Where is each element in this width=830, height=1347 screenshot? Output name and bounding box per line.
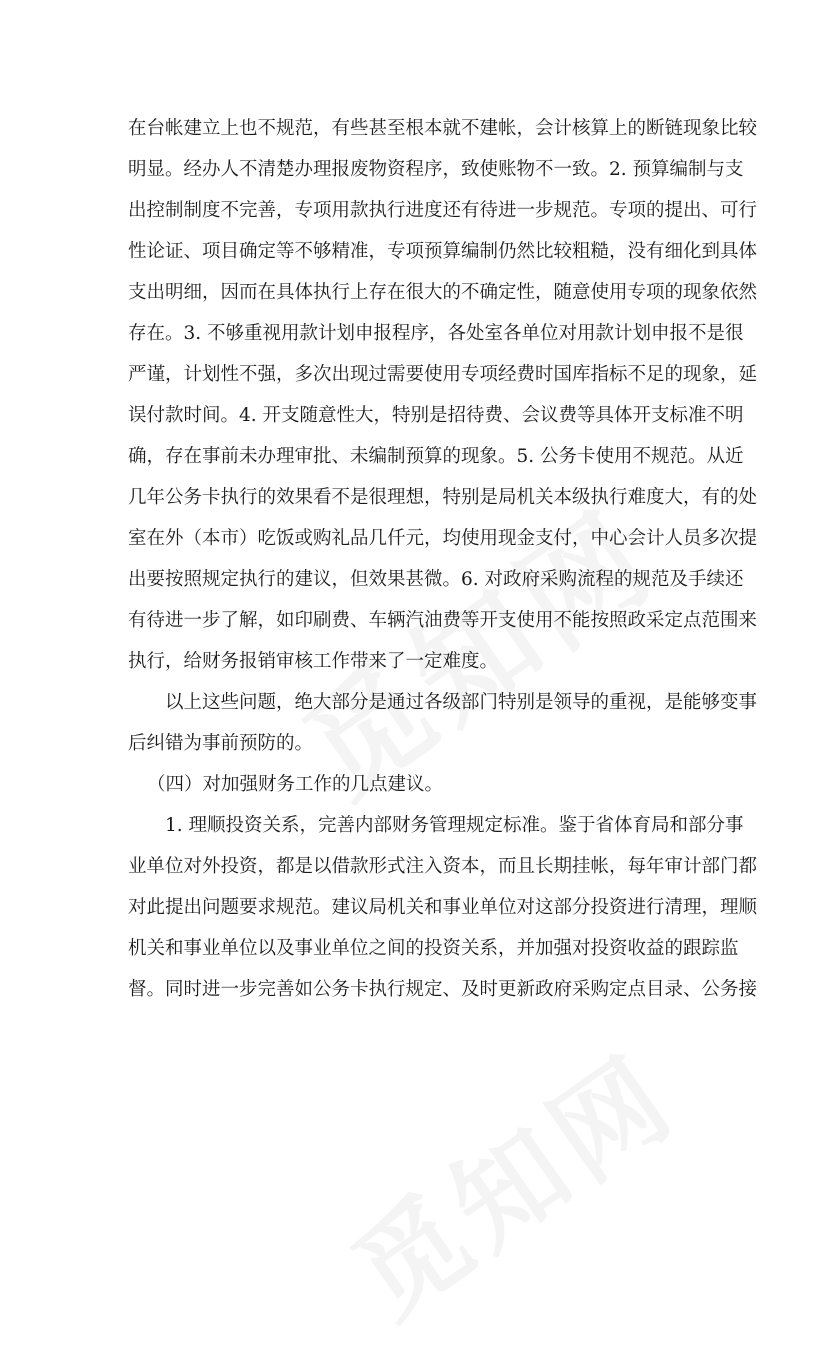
paragraph-line: 室在外（本市）吃饭或购礼品几仟元，均使用现金支付，中心会计人员多次提 [128, 528, 758, 549]
paragraph-line: 对此提出问题要求规范。建议局机关和事业单位对这部分投资进行清理，理顺 [128, 897, 758, 918]
paragraph-line: 存在。3. 不够重视用款计划申报程序，各处室各单位对用款计划申报不是很 [128, 323, 744, 344]
paragraph-line: 明显。经办人不清楚办理报废物资程序，致使账物不一致。2. 预算编制与支 [128, 159, 744, 180]
paragraph-line: 几年公务卡执行的效果看不是很理想，特别是局机关本级执行难度大，有的处 [128, 487, 758, 508]
section-heading: （四）对加强财务工作的几点建议。 [147, 774, 444, 795]
paragraph-line: 执行，给财务报销审核工作带来了一定难度。 [128, 651, 499, 672]
paragraph-line: 1. 理顺投资关系，完善内部财务管理规定标准。鉴于省体育局和部分事 [165, 815, 744, 836]
paragraph-line: 确，存在事前未办理审批、未编制预算的现象。5. 公务卡使用不规范。从近 [128, 446, 744, 467]
paragraph-line: 严谨，计划性不强，多次出现过需要使用专项经费时国库指标不足的现象，延 [128, 364, 758, 385]
paragraph-line: 以上这些问题，绝大部分是通过各级部门特别是领导的重视，是能够变事 [165, 692, 758, 713]
paragraph-line: 出控制制度不完善，专项用款执行进度还有待进一步规范。专项的提出、可行 [128, 200, 758, 221]
paragraph-line: 业单位对外投资，都是以借款形式注入资本，而且长期挂帐，每年审计部门都 [128, 856, 758, 877]
paragraph-line: 在台帐建立上也不规范，有些甚至根本就不建帐，会计核算上的断链现象比较 [128, 118, 758, 139]
paragraph-line: 督。同时进一步完善如公务卡执行规定、及时更新政府采购定点目录、公务接 [128, 979, 758, 1000]
watermark [317, 1011, 703, 1347]
paragraph-line: 支出明细，因而在具体执行上存在很大的不确定性，随意使用专项的现象依然 [128, 282, 758, 303]
paragraph-line: 误付款时间。4. 开支随意性大，特别是招待费、会议费等具体开支标准不明 [128, 405, 744, 426]
paragraph-line: 出要按照规定执行的建议，但效果甚微。6. 对政府采购流程的规范及手续还 [128, 569, 744, 590]
paragraph-line: 性论证、项目确定等不够精准，专项预算编制仍然比较粗糙，没有细化到具体 [128, 241, 758, 262]
paragraph-line: 有待进一步了解，如印刷费、车辆汽油费等开支使用不能按照政采定点范围来 [128, 610, 758, 631]
paragraph-line: 后纠错为事前预防的。 [128, 733, 314, 754]
paragraph-line: 机关和事业单位以及事业单位之间的投资关系，并加强对投资收益的跟踪监 [128, 938, 739, 959]
